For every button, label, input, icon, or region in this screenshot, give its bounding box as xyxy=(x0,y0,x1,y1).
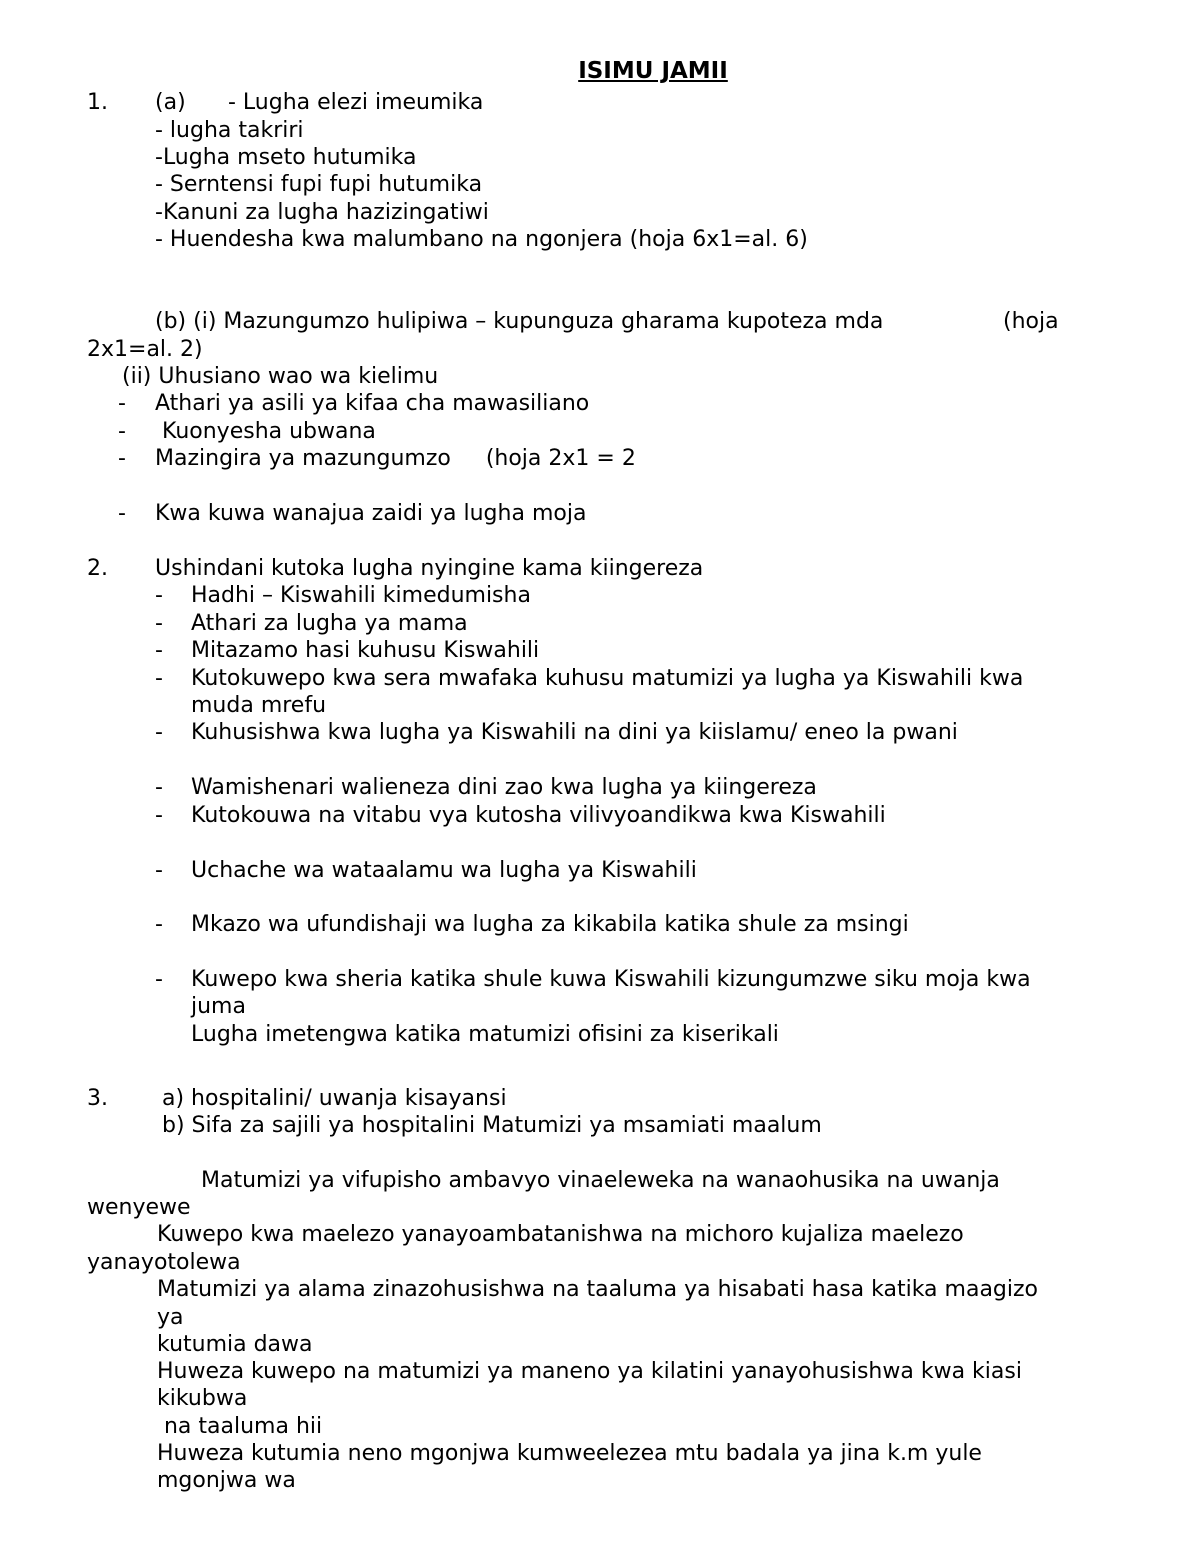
bullet-dash: - xyxy=(155,858,163,883)
q1-a-point: -Lugha mseto hutumika xyxy=(155,145,417,170)
q1-a-point: -Kanuni za lugha hazizingatiwi xyxy=(155,200,489,225)
q1-a-point: - Lugha elezi imeumika xyxy=(228,90,484,115)
q2-point: Mkazo wa ufundishaji wa lugha za kikabila katika shule za msingi xyxy=(191,912,909,937)
q3-line: Kuwepo kwa maelezo yanayoambatanishwa na michoro kujaliza maelezo xyxy=(157,1222,964,1247)
q2-point-cont: muda mrefu xyxy=(191,693,327,718)
q1-a-label: (a) xyxy=(155,90,186,115)
q1-b-ii-point: Kuonyesha ubwana xyxy=(155,419,376,444)
q1-b-i: (b) (i) Mazungumzo hulipiwa – kupunguza gharama kupoteza mda xyxy=(155,309,884,334)
q1-b-ii-point: Mazingira ya mazungumzo (hoja 2x1 = 2 xyxy=(155,446,636,471)
bullet-dash: - xyxy=(155,775,163,800)
q2-point-cont: juma xyxy=(191,994,246,1019)
q1-b-ii: (ii) Uhusiano wao wa kielimu xyxy=(122,364,439,389)
q2-point: Hadhi – Kiswahili kimedumisha xyxy=(191,583,531,608)
q1-b-ii-point: Kwa kuwa wanajua zaidi ya lugha moja xyxy=(155,501,587,526)
q1-b-i-marks-cont: 2x1=al. 2) xyxy=(87,337,203,362)
q3-line: kikubwa xyxy=(157,1386,248,1411)
q2-number: 2. xyxy=(87,556,108,581)
q2-point: Kuhusishwa kwa lugha ya Kiswahili na dini ya kiislamu/ eneo la pwani xyxy=(191,720,958,745)
q3-number: 3. xyxy=(87,1086,108,1111)
q3-line: mgonjwa wa xyxy=(157,1468,296,1493)
q1-number: 1. xyxy=(87,90,108,115)
bullet-dash: - xyxy=(155,720,163,745)
q3-line: na taaluma hii xyxy=(157,1414,323,1439)
bullet-dash: - xyxy=(155,967,163,992)
q3-line: Matumizi ya vifupisho ambavyo vinaeleweka na wanaohusika na uwanja xyxy=(201,1168,1000,1193)
q2-point: Wamishenari walieneza dini zao kwa lugha ya kiingereza xyxy=(191,775,817,800)
q3-line: ya xyxy=(157,1305,184,1330)
bullet-dash: - xyxy=(155,666,163,691)
q3-a: a) hospitalini/ uwanja kisayansi xyxy=(162,1086,507,1111)
q1-a-point: - lugha takriri xyxy=(155,118,304,143)
q1-a-point: - Huendesha kwa malumbano na ngonjera (hoja 6x1=al. 6) xyxy=(155,227,808,252)
q3-line: Huweza kutumia neno mgonjwa kumweelezea mtu badala ya jina k.m yule xyxy=(157,1441,982,1466)
document-title: ISIMU JAMII xyxy=(578,58,728,84)
bullet-dash: - xyxy=(155,912,163,937)
q3-b: b) Sifa za sajili ya hospitalini Matumizi ya msamiati maalum xyxy=(162,1113,822,1138)
q2-point: Uchache wa wataalamu wa lugha ya Kiswahili xyxy=(191,858,697,883)
q2-intro: Ushindani kutoka lugha nyingine kama kiingereza xyxy=(155,556,704,581)
q3-line: yanayotolewa xyxy=(87,1250,241,1275)
q1-b-i-marks: (hoja xyxy=(1003,309,1059,334)
q3-line: Matumizi ya alama zinazohusishwa na taaluma ya hisabati hasa katika maagizo xyxy=(157,1277,1039,1302)
bullet-dash: - xyxy=(118,446,126,471)
q2-point: Mitazamo hasi kuhusu Kiswahili xyxy=(191,638,540,663)
bullet-dash: - xyxy=(155,638,163,663)
bullet-dash: - xyxy=(118,391,126,416)
q3-line: kutumia dawa xyxy=(157,1332,313,1357)
bullet-dash: - xyxy=(155,611,163,636)
bullet-dash: - xyxy=(118,419,126,444)
q3-line: wenyewe xyxy=(87,1195,191,1220)
bullet-dash: - xyxy=(155,583,163,608)
bullet-dash: - xyxy=(118,501,126,526)
q3-line: Huweza kuwepo na matumizi ya maneno ya kilatini yanayohusishwa kwa kiasi xyxy=(157,1359,1022,1384)
q2-point: Athari za lugha ya mama xyxy=(191,611,468,636)
q1-a-point: - Serntensi fupi fupi hutumika xyxy=(155,172,483,197)
bullet-dash: - xyxy=(155,803,163,828)
q2-point: Kutokouwa na vitabu vya kutosha vilivyoandikwa kwa Kiswahili xyxy=(191,803,886,828)
q1-b-ii-point: Athari ya asili ya kifaa cha mawasiliano xyxy=(155,391,590,416)
q2-point: Kuwepo kwa sheria katika shule kuwa Kiswahili kizungumzwe siku moja kwa xyxy=(191,967,1031,992)
q2-extra: Lugha imetengwa katika matumizi ofisini za kiserikali xyxy=(191,1022,779,1047)
q2-point: Kutokuwepo kwa sera mwafaka kuhusu matumizi ya lugha ya Kiswahili kwa xyxy=(191,666,1024,691)
